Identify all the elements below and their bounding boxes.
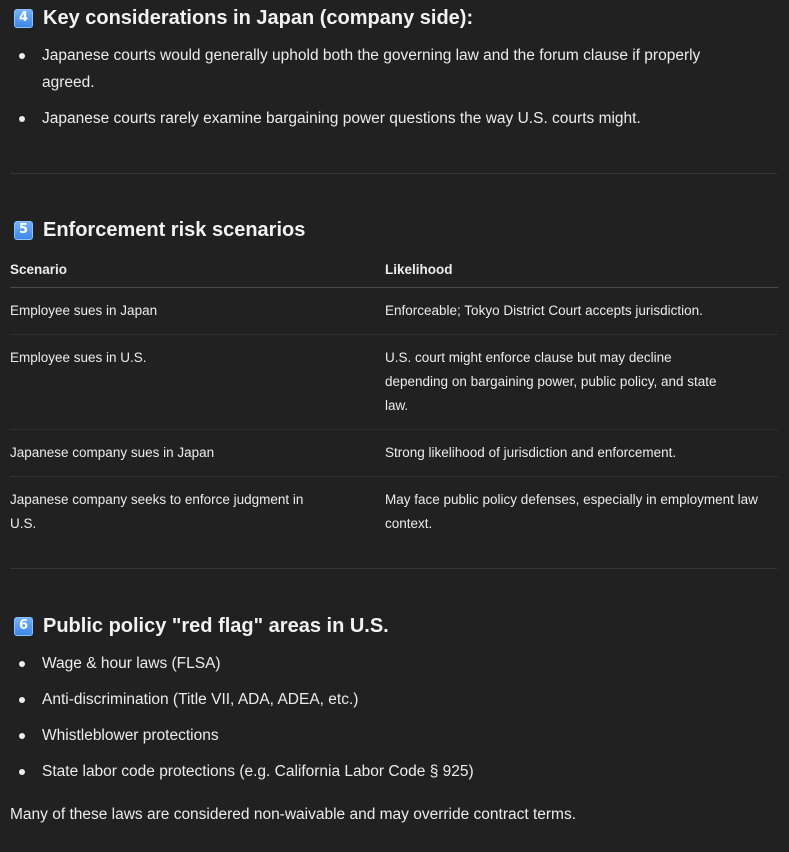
section-5-heading <box>14 218 305 242</box>
section-6-bullet-list <box>0 650 780 785</box>
number-4-keycap-icon: 4 <box>14 9 33 28</box>
table-cell-likelihood: Strong likelihood of jurisdiction and enforcement. <box>385 430 778 477</box>
table-row <box>10 477 778 548</box>
table-row <box>10 335 778 430</box>
section-6-title: Public policy "red flag" areas in U.S. <box>43 615 389 637</box>
list-item: Wage & hour laws (FLSA) <box>0 650 780 677</box>
section-divider <box>10 173 777 174</box>
table-cell-scenario: Employee sues in U.S. <box>10 335 385 430</box>
table-row <box>10 430 778 477</box>
section-5-title: Enforcement risk scenarios <box>43 219 306 241</box>
section-divider <box>10 568 777 569</box>
table-cell-scenario: Japanese company sues in Japan <box>10 430 385 477</box>
table-cell-scenario: Employee sues in Japan <box>10 288 385 335</box>
table-cell-likelihood: U.S. court might enforce clause but may decline depending on bargaining power, public policy, and state law. <box>385 335 778 430</box>
section-4-title: Key considerations in Japan (company side): <box>43 7 474 29</box>
table-cell-likelihood: May face public policy defenses, especially in employment law context. <box>385 492 758 531</box>
table-cell-scenario: Japanese company seeks to enforce judgment in U.S. <box>10 492 304 531</box>
list-item: Japanese courts would generally uphold both the governing law and the forum clause if properly agreed. <box>0 42 742 96</box>
number-6-keycap-icon: 6 <box>14 617 33 636</box>
section-4-bullet-list <box>0 42 780 132</box>
table-row <box>10 288 778 335</box>
table-cell-likelihood: Enforceable; Tokyo District Court accepts jurisdiction. <box>385 288 778 335</box>
number-5-keycap-icon: 5 <box>14 221 33 240</box>
list-item: Japanese courts rarely examine bargaining power questions the way U.S. courts might. <box>0 105 780 132</box>
enforcement-risk-table <box>10 257 778 547</box>
section-4-heading <box>14 6 473 30</box>
closing-note: Many of these laws are considered non-waivable and may override contract terms. <box>10 806 577 823</box>
section-6-heading <box>14 614 389 638</box>
column-header-likelihood: Likelihood <box>385 257 778 288</box>
list-item: State labor code protections (e.g. California Labor Code § 925) <box>0 758 780 785</box>
list-item: Whistleblower protections <box>0 722 780 749</box>
table-header-row <box>10 257 778 288</box>
list-item: Anti-discrimination (Title VII, ADA, ADEA, etc.) <box>0 686 780 713</box>
column-header-scenario: Scenario <box>10 257 385 288</box>
